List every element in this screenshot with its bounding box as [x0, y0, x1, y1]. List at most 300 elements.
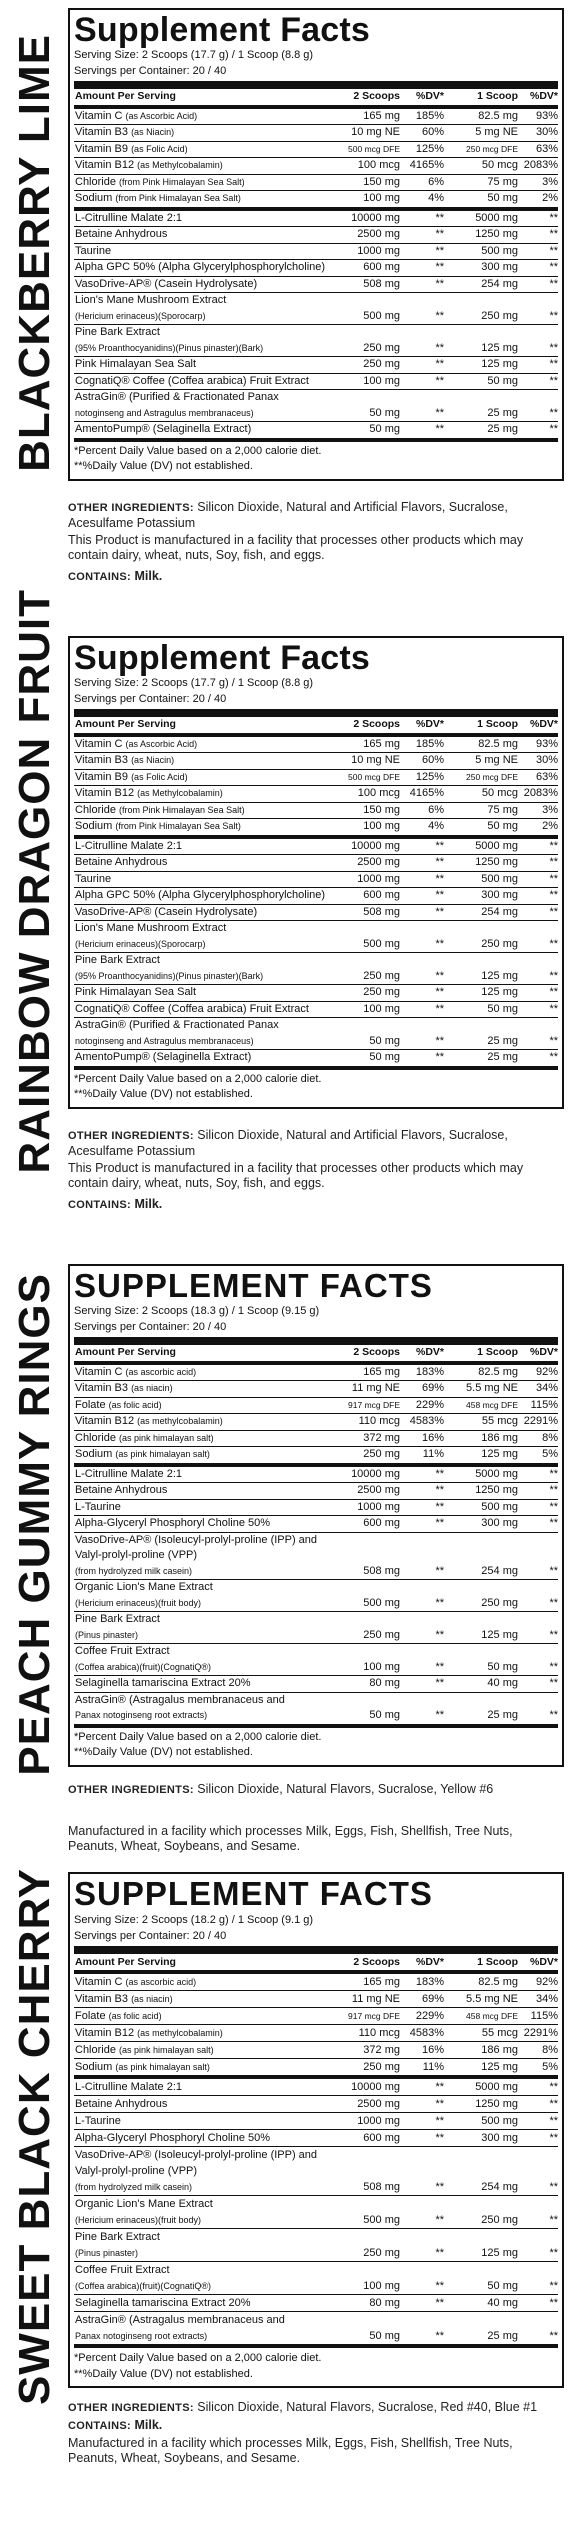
panel-title: SUPPLEMENT FACTS [74, 1875, 433, 1912]
nutrient-name [74, 109, 330, 125]
nutrient-name-text: Vitamin C [75, 109, 123, 122]
nutrient-row [74, 260, 558, 276]
nutrient-value: 100 mg [363, 374, 400, 387]
supplement-facts-panel [68, 1872, 564, 2388]
nutrient-value: 50 mg [487, 1660, 518, 1673]
nutrient-row [74, 2196, 558, 2228]
nutrient-source: (as pink himalayan salt) [115, 1449, 210, 1459]
nutrient-row [74, 921, 558, 952]
header-cell: 1 Scoop [477, 718, 518, 730]
nutrient-source: (Hericium erinaceus)(fruit body) [75, 2215, 202, 2225]
nutrient-value: ** [549, 277, 558, 290]
serving-size: Serving Size: 2 Scoops (17.7 g) / 1 Scoop (8.8 g) [74, 677, 314, 689]
nutrient-source: notoginseng and Astragulus membranaceus) [75, 407, 254, 418]
nutrient-row [74, 191, 558, 207]
nutrient-source: (as ascorbic acid) [125, 1366, 197, 1377]
nutrient-value: 50 mg [369, 1709, 400, 1721]
nutrient-row [74, 2113, 558, 2129]
nutrient-name [74, 786, 330, 802]
nutrient-source: (as Ascorbic Acid) [125, 738, 198, 749]
nutrient-row [74, 1693, 558, 1724]
serving-size: Serving Size: 2 Scoops (17.7 g) / 1 Scoop (8.8 g) [74, 49, 314, 61]
nutrient-name [74, 293, 330, 324]
nutrient-name-text: Alpha-Glyceryl Phosphoryl Choline 50% [75, 2132, 271, 2144]
nutrient-value: 100 mg [363, 1660, 400, 1673]
nutrient-value: 50 mcg [481, 787, 518, 799]
nutrient-name-text: Folate [75, 2010, 106, 2022]
nutrient-source: (as niacin) [131, 1383, 173, 1393]
nutrient-value: 25 mg [487, 1034, 518, 1047]
nutrient-row [74, 1644, 558, 1675]
nutrient-value: 229% [415, 1398, 444, 1411]
nutrient-name [74, 1467, 330, 1483]
nutrient-value: ** [435, 341, 444, 354]
nutrient-value: 254 mg [481, 905, 518, 918]
nutrient-name-text: Organic Lion's Mane Extract [75, 2198, 213, 2210]
nutrient-name-text: Vitamin B9 [75, 142, 128, 155]
header-cell: 1 Scoop [477, 1956, 518, 1968]
nutrient-value: 34% [535, 1382, 558, 1394]
nutrient-value: 458 mcg DFE [466, 1399, 518, 1410]
nutrient-value: 30% [535, 126, 558, 138]
nutrient-value: 300 mg [481, 261, 518, 273]
nutrient-name [74, 803, 330, 819]
nutrient-name [74, 953, 330, 984]
nutrient-name [74, 855, 330, 871]
nutrient-row [74, 2229, 558, 2261]
nutrient-value: ** [549, 1484, 558, 1496]
nutrient-name-text: Vitamin B12 [75, 159, 135, 171]
flavor-title [6, 1264, 64, 1784]
nutrient-name [74, 921, 330, 952]
nutrient-value: 55 mcg [481, 2027, 518, 2039]
footnote-na: **%Daily Value (DV) not established. [74, 1088, 253, 1100]
nutrient-value: 25 mg [487, 406, 518, 419]
nutrient-name [74, 260, 330, 276]
nutrient-row [74, 2312, 558, 2344]
nutrient-name [74, 985, 330, 1001]
nutrient-value: 125% [415, 142, 444, 155]
nutrient-row [74, 422, 558, 438]
nutrient-value: ** [549, 1517, 558, 1529]
nutrient-name [74, 325, 330, 356]
footnote-dv: *Percent Daily Value based on a 2,000 calorie diet. [74, 1072, 322, 1085]
nutrient-name-text: Vitamin B12 [75, 787, 135, 799]
ingredients-block [68, 2400, 564, 2468]
nutrient-name [74, 1991, 330, 2007]
nutrient-value: ** [435, 1660, 444, 1673]
nutrient-value: 69% [421, 1993, 444, 2005]
nutrient-source: (as Niacin) [131, 755, 175, 765]
footnotes [74, 2348, 558, 2382]
nutrient-value: 185% [415, 737, 444, 750]
nutrient-value: 500 mg [363, 1596, 400, 1609]
nutrient-name [74, 1516, 330, 1532]
nutrient-row [74, 211, 558, 227]
nutrient-row [74, 1580, 558, 1611]
nutrient-name-text: Sodium [75, 1448, 113, 1460]
header-cell: 2 Scoops [353, 1346, 400, 1358]
nutrient-value: 250 mg [481, 2214, 518, 2226]
nutrient-row [74, 1676, 558, 1692]
servings-per-container: Servings per Container: 20 / 40 [74, 692, 227, 705]
nutrient-source: (as methylcobalamin) [137, 2028, 223, 2038]
flavor-title [6, 588, 64, 1174]
nutrient-value: 917 mcg DFE [348, 1399, 400, 1410]
nutrient-row [74, 244, 558, 260]
nutrient-value: 50 mg [369, 423, 400, 435]
other-ingredients-label: OTHER INGREDIENTS: [68, 1784, 194, 1796]
nutrient-value: 250 mg [363, 358, 400, 370]
nutrient-value: ** [549, 1564, 558, 1577]
nutrient-value: ** [435, 2297, 444, 2309]
nutrient-row [74, 1991, 558, 2007]
nutrient-value: ** [435, 1467, 444, 1480]
other-ingredients-text: Silicon Dioxide, Natural and Artificial Flavors, Sucralose, Acesulfame Potassium [68, 1128, 508, 1158]
header-cell: 2 Scoops [353, 718, 400, 730]
spacer [68, 1800, 564, 1824]
nutrient-name-text: Chloride [75, 175, 116, 188]
nutrient-row [74, 109, 558, 125]
nutrient-name [74, 2025, 330, 2041]
nutrient-value: ** [435, 839, 444, 852]
nutrient-name-text: L-Citrulline Malate 2:1 [75, 1467, 182, 1480]
nutrient-value: 508 mg [363, 2181, 400, 2193]
nutrient-name-text: Alpha-Glyceryl Phosphoryl Choline 50% [75, 1517, 271, 1529]
nutrient-row [74, 1050, 558, 1066]
nutrient-value: 5000 mg [475, 2081, 518, 2093]
nutrient-value: 250 mcg DFE [466, 771, 518, 782]
nutrient-value: ** [549, 839, 558, 852]
nutrient-value: 150 mg [363, 175, 400, 188]
nutrient-source: (as folic acid) [108, 2011, 162, 2021]
nutrient-row [74, 374, 558, 390]
nutrient-name-text: Pine Bark Extract [75, 326, 160, 338]
nutrient-name [74, 1974, 330, 1990]
nutrient-source: (as ascorbic acid) [125, 1977, 197, 1987]
nutrient-name [74, 888, 330, 904]
nutrient-value: ** [549, 244, 558, 257]
nutrient-name [74, 1533, 330, 1580]
nutrient-name-text: Pine Bark Extract [75, 2231, 160, 2243]
nutrient-row [74, 158, 558, 174]
other-ingredients [68, 500, 564, 531]
flavor-title-text: SWEET BLACK CHERRY [10, 1868, 59, 2406]
divider-thick [74, 1337, 558, 1345]
nutrient-name-text: Sodium [75, 192, 113, 204]
nutrient-value: ** [435, 261, 444, 273]
nutrient-name-text: Betaine Anhydrous [75, 856, 168, 868]
nutrient-value: ** [549, 2330, 558, 2342]
table-header [74, 1345, 558, 1361]
nutrient-row [74, 1500, 558, 1516]
nutrient-source: (as Folic Acid) [131, 143, 188, 154]
nutrient-name [74, 1447, 330, 1463]
nutrient-value: ** [435, 358, 444, 370]
nutrient-name [74, 191, 330, 207]
flavor-title-text: PEACH GUMMY RINGS [10, 1272, 59, 1776]
nutrient-value: 500 mg [363, 2214, 400, 2226]
nutrient-value: ** [549, 2297, 558, 2309]
nutrient-name [74, 2008, 330, 2024]
other-ingredients-text: Silicon Dioxide, Natural Flavors, Sucralose, Red #40, Blue #1 [197, 2400, 538, 2414]
header-cell: 2 Scoops [353, 1956, 400, 1968]
nutrient-name [74, 2312, 330, 2344]
nutrient-value: ** [549, 1051, 558, 1063]
nutrient-name-text: AmentoPump® (Selaginella Extract) [75, 423, 252, 435]
nutrient-row [74, 839, 558, 855]
nutrient-value: ** [435, 986, 444, 998]
nutrient-value: 80 mg [369, 2297, 400, 2309]
nutrient-name [74, 737, 330, 753]
nutrient-name-text: Pine Bark Extract [75, 1613, 160, 1625]
nutrient-value: 600 mg [363, 889, 400, 901]
nutrient-value: 60% [421, 126, 444, 138]
nutrient-row [74, 855, 558, 871]
nutrient-value: 165 mg [363, 1365, 400, 1378]
nutrient-value: 500 mg [363, 309, 400, 322]
servings-per-container: Servings per Container: 20 / 40 [74, 1320, 227, 1333]
nutrient-value: 25 mg [487, 423, 518, 435]
contains-statement [68, 2418, 564, 2434]
divider-thick [74, 81, 558, 89]
contains-statement [68, 569, 564, 585]
nutrient-value: 30% [535, 754, 558, 766]
nutrient-value: ** [549, 1500, 558, 1513]
nutrient-value: 80 mg [369, 1677, 400, 1689]
nutrient-value: 5000 mg [475, 211, 518, 224]
nutrient-value: 10000 mg [351, 2081, 400, 2093]
header-cell: Amount Per Serving [75, 1956, 176, 1968]
nutrient-value: 82.5 mg [478, 1976, 518, 1988]
nutrient-value: ** [435, 374, 444, 387]
nutrient-value: 5 mg NE [475, 126, 518, 138]
header-cell: %DV* [529, 1956, 558, 1968]
nutrient-name [74, 244, 330, 260]
nutrient-name-text: Alpha GPC 50% (Alpha Glycerylphosphorylcholine) [75, 261, 326, 273]
header-cell: %DV* [415, 1346, 444, 1358]
nutrient-value: 50 mg [487, 1002, 518, 1015]
nutrient-row [74, 1018, 558, 1049]
nutrient-value: 5% [542, 1448, 558, 1460]
nutrient-value: 11% [422, 2061, 444, 2073]
nutrient-name-text: Pine Bark Extract [75, 954, 160, 966]
nutrient-row [74, 2096, 558, 2112]
nutrient-value: 1000 mg [357, 872, 400, 885]
nutrient-value: ** [549, 2115, 558, 2127]
nutrient-name [74, 753, 330, 769]
nutrient-name [74, 1018, 330, 1049]
serving-size: Serving Size: 2 Scoops (18.2 g) / 1 Scoop (9.1 g) [74, 1914, 314, 1926]
nutrient-source: (as pink himalayan salt) [119, 1432, 214, 1443]
nutrient-value: 125 mg [481, 358, 518, 370]
nutrient-row [74, 325, 558, 356]
nutrient-source: (as folic acid) [108, 1399, 162, 1410]
supplement-facts-panel [68, 1264, 564, 1767]
nutrient-value: 100 mg [363, 192, 400, 204]
nutrient-source: (from Pink Himalayan Sea Salt) [119, 176, 245, 187]
nutrient-value: ** [549, 1677, 558, 1689]
nutrient-name-text: VasoDrive-AP® (Casein Hydrolysate) [75, 905, 258, 918]
nutrient-name [74, 1500, 330, 1516]
nutrient-row [74, 227, 558, 243]
nutrient-source: (Coffea arabica)(fruit)(CognatiQ®) [75, 1661, 212, 1672]
nutrient-value: 50 mg [369, 1034, 400, 1047]
nutrient-name-text: Vitamin B3 [75, 1382, 128, 1394]
nutrient-source: (as Ascorbic Acid) [125, 110, 198, 121]
nutrient-value: 1000 mg [357, 1500, 400, 1513]
nutrient-value: ** [435, 2330, 444, 2342]
other-ingredients-text: Silicon Dioxide, Natural Flavors, Sucralose, Yellow #6 [197, 1782, 494, 1796]
nutrient-row [74, 1483, 558, 1499]
nutrient-value: 250 mg [363, 1448, 400, 1460]
allergen-facility-statement: This Product is manufactured in a facility that processes other products which may contain dairy, wheat, nuts, Soy, fish, and eggs. [68, 1161, 524, 1190]
nutrient-source: (as Folic Acid) [131, 771, 188, 782]
contains-text: Milk. [134, 2418, 163, 2432]
nutrient-value: ** [549, 1628, 558, 1641]
nutrient-name-text: Betaine Anhydrous [75, 228, 168, 240]
nutrient-value: 69% [421, 1382, 444, 1394]
panel-title: Supplement Facts [74, 639, 371, 677]
nutrient-row [74, 753, 558, 769]
nutrient-source: (95% Proanthocyanidins)(Pinus pinaster)(Bark) [75, 342, 264, 353]
nutrient-value: 4165% [409, 159, 444, 171]
nutrient-value: 125 mg [481, 969, 518, 982]
header-cell: 2 Scoops [353, 90, 400, 102]
nutrient-name-text: Chloride [75, 1431, 116, 1444]
table-header [74, 89, 558, 105]
nutrient-value: 82.5 mg [478, 1365, 518, 1378]
nutrient-name-text: Vitamin B12 [75, 1415, 135, 1427]
nutrient-value: 500 mg [481, 2115, 518, 2127]
nutrient-name-text: Organic Lion's Mane Extract [75, 1581, 213, 1593]
nutrient-source: (as Niacin) [131, 127, 175, 137]
nutrient-value: 34% [535, 1993, 558, 2005]
nutrient-name-text: Lion's Mane Mushroom Extract [75, 922, 227, 934]
nutrient-value: ** [435, 1002, 444, 1015]
nutrient-source: (as pink himalayan salt) [119, 2045, 214, 2055]
nutrient-value: 250 mg [363, 1628, 400, 1641]
nutrient-value: ** [435, 2098, 444, 2110]
nutrient-name [74, 2130, 330, 2146]
footnote-dv: *Percent Daily Value based on a 2,000 calorie diet. [74, 444, 322, 457]
nutrient-value: 6% [428, 175, 444, 188]
nutrient-row [74, 1612, 558, 1643]
supplement-facts-panel [68, 8, 564, 481]
nutrient-value: ** [549, 309, 558, 322]
nutrient-value: ** [435, 969, 444, 982]
nutrient-name [74, 175, 330, 191]
nutrient-row [74, 1002, 558, 1018]
allergen-facility-statement: This Product is manufactured in a facility that processes other products which may contain dairy, wheat, nuts, Soy, fish, and eggs. [68, 533, 524, 562]
nutrient-value: 250 mg [481, 1596, 518, 1609]
nutrient-value: 40 mg [487, 1677, 518, 1689]
nutrient-name-text: Alpha GPC 50% (Alpha Glycerylphosphorylcholine) [75, 889, 326, 901]
nutrient-name [74, 142, 330, 158]
nutrient-value: ** [549, 969, 558, 982]
nutrient-value: ** [549, 211, 558, 224]
nutrient-value: 5.5 mg NE [466, 1993, 518, 2005]
nutrient-row [74, 888, 558, 904]
nutrient-value: ** [549, 261, 558, 273]
nutrient-value: 500 mg [481, 244, 518, 257]
nutrient-row [74, 1516, 558, 1532]
nutrient-source: Panax notoginseng root extracts) [75, 2331, 208, 2341]
nutrient-name-text: Folate [75, 1398, 106, 1411]
nutrient-name-text: Betaine Anhydrous [75, 1484, 168, 1496]
nutrient-value: 185% [415, 109, 444, 122]
panel-title: Supplement Facts [74, 11, 371, 49]
nutrient-value: 1250 mg [475, 856, 518, 868]
nutrient-row [74, 142, 558, 158]
other-ingredients [68, 1128, 564, 1159]
nutrient-value: ** [435, 1500, 444, 1513]
nutrient-name-text: Betaine Anhydrous [75, 2098, 168, 2110]
nutrient-name-text: Coffee Fruit Extract [75, 1645, 170, 1657]
nutrient-name-text: Sodium [75, 2061, 113, 2073]
nutrient-value: 508 mg [363, 905, 400, 918]
nutrient-value: ** [549, 1660, 558, 1673]
nutrient-source: (Pinus pinaster) [75, 2248, 139, 2258]
supplement-facts-panel [68, 636, 564, 1109]
flavor-title [6, 1868, 64, 2406]
nutrient-value: ** [435, 2181, 444, 2193]
nutrient-name [74, 357, 330, 373]
nutrient-value: ** [435, 2081, 444, 2093]
nutrient-value: 50 mg [487, 374, 518, 387]
nutrient-value: 229% [415, 2010, 444, 2022]
nutrient-name-text: AstraGin® (Astragalus membranaceus and [75, 1693, 285, 1706]
nutrient-name-text: Chloride [75, 803, 116, 816]
header-cell: Amount Per Serving [75, 1346, 176, 1358]
other-ingredients-label: OTHER INGREDIENTS: [68, 2402, 194, 2414]
nutrient-value: 50 mg [487, 2280, 518, 2292]
nutrient-value: ** [435, 1677, 444, 1689]
panel-title: SUPPLEMENT FACTS [74, 1267, 433, 1304]
header-cell: Amount Per Serving [75, 718, 176, 730]
nutrient-value: 60% [421, 754, 444, 766]
nutrient-value: 600 mg [363, 2132, 400, 2144]
nutrient-value: 25 mg [487, 1709, 518, 1721]
nutrient-value: ** [549, 2098, 558, 2110]
nutrient-source: (as methylcobalamin) [137, 1416, 223, 1426]
nutrient-value: 500 mg [481, 872, 518, 885]
header-cell: %DV* [529, 90, 558, 102]
nutrient-source: Panax notoginseng root extracts) [75, 1710, 208, 1720]
nutrient-row [74, 2059, 558, 2075]
nutrient-name [74, 277, 330, 293]
nutrient-value: 2% [542, 192, 558, 204]
nutrient-value: 2500 mg [357, 2098, 400, 2110]
nutrient-value: 10 mg NE [351, 126, 400, 138]
header-cell: %DV* [415, 90, 444, 102]
nutrient-value: 110 mcg [358, 1415, 400, 1427]
nutrient-name [74, 1002, 330, 1018]
nutrient-name [74, 1676, 330, 1692]
nutrient-value: 40 mg [487, 2297, 518, 2309]
nutrient-name-text: AstraGin® (Astragalus membranaceus and [75, 2314, 285, 2326]
allergen-facility-statement: Manufactured in a facility which processes Milk, Eggs, Fish, Shellfish, Tree Nuts, Peanuts, Wheat, Soybeans, and Sesame. [68, 2436, 513, 2465]
nutrient-value: ** [435, 937, 444, 950]
nutrient-value: ** [435, 2214, 444, 2226]
nutrient-value: ** [549, 937, 558, 950]
nutrient-value: 186 mg [481, 2044, 518, 2056]
nutrient-value: 92% [535, 1365, 558, 1378]
ingredients-block [68, 1782, 564, 1856]
nutrient-value: 125 mg [481, 2061, 518, 2073]
nutrient-row [74, 2262, 558, 2294]
nutrient-value: 500 mcg DFE [348, 143, 400, 154]
